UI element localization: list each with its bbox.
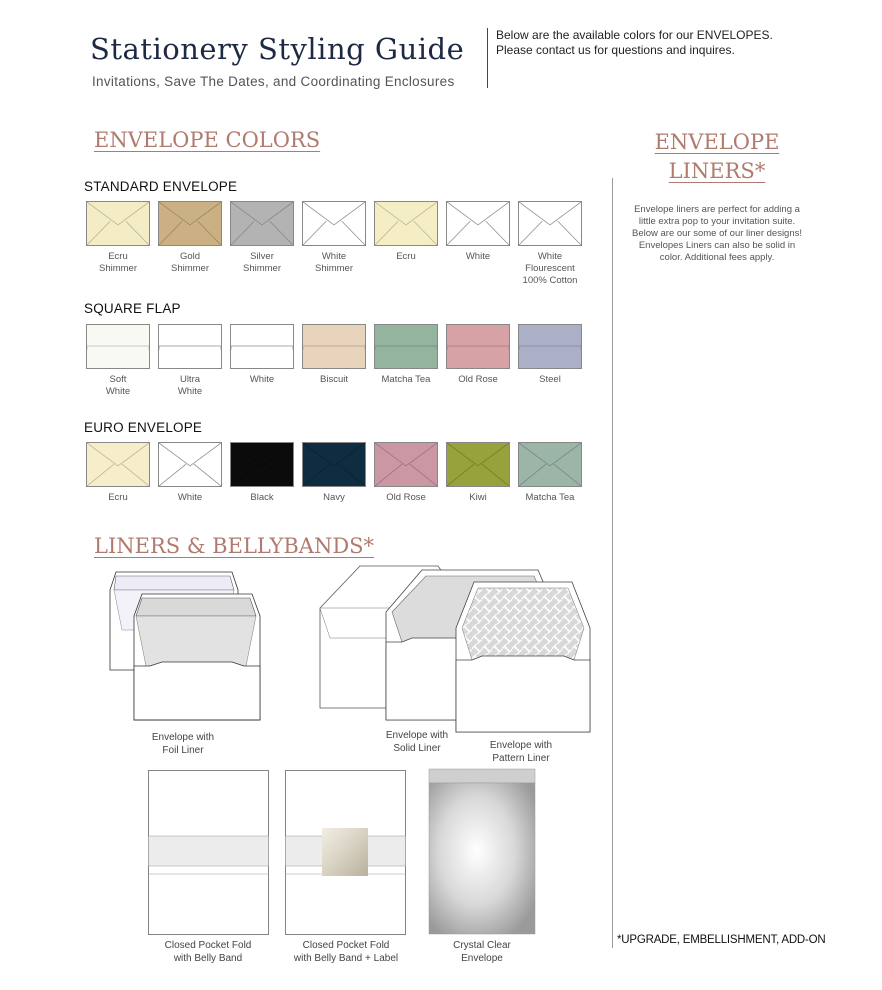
envelope-swatch [301, 201, 367, 287]
caption-solid-liner: Envelope with Solid Liner [385, 730, 449, 754]
envelope-color-sample [374, 442, 438, 487]
envelope-color-sample [446, 442, 510, 487]
envelope-color-sample [374, 201, 438, 246]
footnote: *UPGRADE, EMBELLISHMENT, ADD-ON [617, 934, 826, 946]
envelope-color-label: Kiwi [469, 492, 487, 503]
envelope-swatch [85, 442, 151, 504]
envelope-swatch [157, 324, 223, 398]
belly-band-pocket-fold-illustration [148, 770, 270, 936]
envelope-color-label: Ecru [108, 492, 128, 503]
envelope-swatch [157, 442, 223, 504]
envelope-color-sample [86, 324, 150, 369]
envelope-color-label: Old Rose [458, 374, 498, 385]
envelope-color-label: Silver Shimmer [242, 251, 281, 274]
envelope-swatch [229, 201, 295, 287]
envelope-swatch [157, 201, 223, 287]
page-title: Stationery Styling Guide [90, 32, 465, 66]
caption-crystal-clear: Crystal Clear Envelope [453, 940, 511, 964]
envelope-swatch [373, 201, 439, 287]
envelope-swatch [85, 201, 151, 287]
envelope-color-sample [446, 201, 510, 246]
envelope-color-label: Ultra White [177, 374, 203, 397]
envelope-color-sample [158, 201, 222, 246]
envelope-color-sample [230, 324, 294, 369]
envelope-swatch [85, 324, 151, 398]
euro-envelope-label: EURO ENVELOPE [84, 420, 203, 435]
euro-envelope-row [85, 442, 583, 504]
envelope-color-label: Black [250, 492, 274, 503]
pattern-liner-envelope-illustration [452, 574, 594, 734]
envelope-color-sample [446, 324, 510, 369]
envelope-liners-title [632, 128, 802, 186]
envelope-color-sample [302, 324, 366, 369]
envelope-swatch [445, 201, 511, 287]
crystal-clear-envelope-illustration [428, 768, 538, 938]
square-flap-row [85, 324, 583, 398]
envelope-color-sample [374, 324, 438, 369]
envelope-color-label: White Shimmer [314, 251, 353, 274]
envelope-liners-title-line1: ENVELOPE [654, 130, 780, 154]
envelope-swatch [301, 442, 367, 504]
envelope-color-label: Gold Shimmer [170, 251, 209, 274]
caption-pattern-liner: Envelope with Pattern Liner [489, 740, 553, 764]
envelope-liners-title-line2: LINERS* [668, 159, 766, 183]
envelope-swatch [373, 324, 439, 398]
envelope-swatch [445, 442, 511, 504]
standard-envelope-row [85, 201, 583, 287]
envelope-color-label: Ecru Shimmer [98, 251, 137, 274]
envelope-color-label: Matcha Tea [381, 374, 431, 385]
envelope-swatch [373, 442, 439, 504]
envelope-color-label: White [177, 492, 203, 503]
envelope-swatch [517, 324, 583, 398]
right-column-divider [612, 178, 613, 948]
envelope-color-sample [86, 201, 150, 246]
envelope-swatch [229, 324, 295, 398]
envelope-color-label: Biscuit [320, 374, 348, 385]
standard-envelope-label: STANDARD ENVELOPE [84, 179, 238, 194]
envelope-color-label: Old Rose [386, 492, 426, 503]
envelope-color-label: Soft White [105, 374, 131, 397]
envelope-color-sample [158, 442, 222, 487]
envelope-swatch [517, 442, 583, 504]
envelope-color-sample [518, 324, 582, 369]
page-subtitle: Invitations, Save The Dates, and Coordinating Enclosures [92, 74, 455, 89]
liners-bellybands-title: LINERS & BELLYBANDS* [94, 534, 375, 558]
caption-belly-band: Closed Pocket Fold with Belly Band [164, 940, 252, 964]
caption-belly-band-label: Closed Pocket Fold with Belly Band + Label [293, 940, 399, 964]
envelope-swatch [445, 324, 511, 398]
envelope-swatch [517, 201, 583, 287]
belly-band-label-pocket-fold-illustration [285, 770, 407, 936]
envelope-color-sample [518, 442, 582, 487]
envelope-color-sample [518, 201, 582, 246]
envelope-color-sample [86, 442, 150, 487]
foil-liner-envelope-illustration [106, 570, 266, 725]
envelope-color-label: Navy [323, 492, 345, 503]
envelope-swatch [229, 442, 295, 504]
envelope-color-sample [230, 442, 294, 487]
envelope-color-label: White Flourescent 100% Cotton [522, 251, 578, 286]
envelope-color-sample [158, 324, 222, 369]
header-divider [487, 28, 488, 88]
envelope-color-label: White [249, 374, 275, 385]
envelope-liners-text: Envelope liners are perfect for adding a little extra pop to your invitation suite. Below are our some of our liner designs! Envelopes Liners can also be solid in color. Additional fees apply. [631, 204, 803, 263]
caption-foil-liner: Envelope with Foil Liner [151, 732, 215, 756]
envelope-colors-title: ENVELOPE COLORS [94, 128, 321, 152]
square-flap-label: SQUARE FLAP [84, 301, 181, 316]
envelope-color-sample [230, 201, 294, 246]
intro-text: Below are the available colors for our ENVELOPES. Please contact us for questions and inquires. [496, 28, 773, 57]
envelope-color-label: White [465, 251, 491, 262]
envelope-swatch [301, 324, 367, 398]
envelope-color-label: Ecru [396, 251, 416, 262]
envelope-color-sample [302, 442, 366, 487]
envelope-color-label: Matcha Tea [525, 492, 575, 503]
envelope-color-sample [302, 201, 366, 246]
envelope-color-label: Steel [539, 374, 561, 385]
